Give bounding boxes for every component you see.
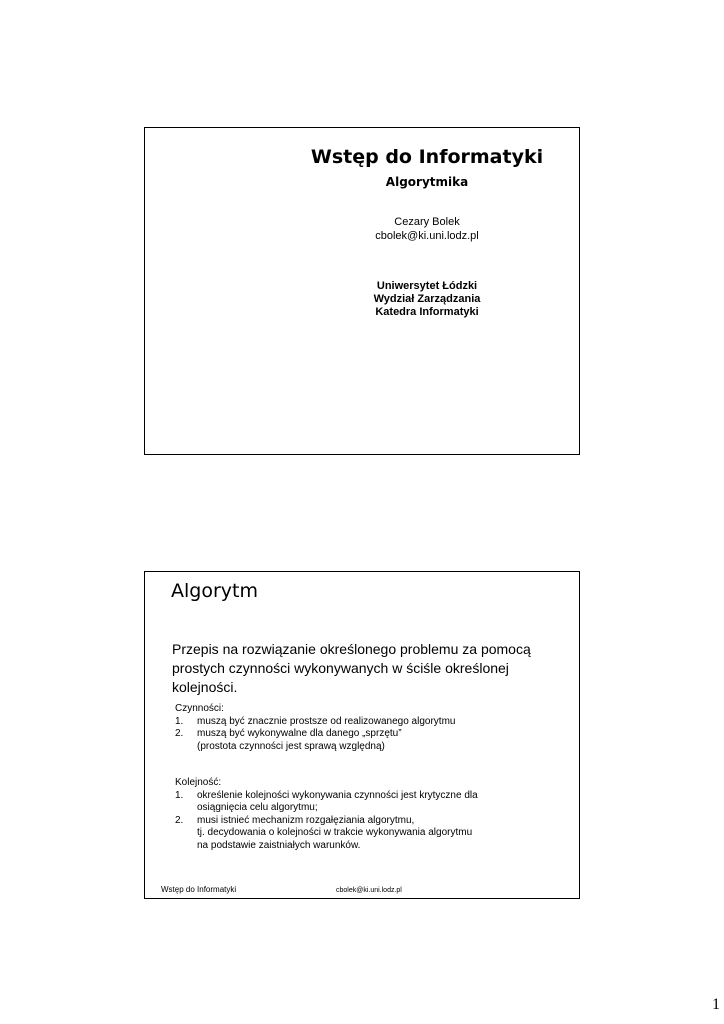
title-slide <box>144 127 580 455</box>
czynnosci-block <box>175 703 575 753</box>
institution-university: Uniwersytet Łódzki <box>376 280 478 292</box>
page-number: 1 <box>712 996 720 1013</box>
slide-subtitle: Algorytmika <box>385 175 469 189</box>
slide-title: Wstęp do Informatyki <box>310 146 544 168</box>
list-item-line: muszą być wykonywalne dla danego „sprzętu” <box>197 728 402 739</box>
institution-block <box>145 280 579 319</box>
block-heading: Kolejność: <box>175 777 222 788</box>
author-email: cbolek@ki.uni.lodz.pl <box>375 230 479 242</box>
institution-department: Katedra Informatyki <box>375 306 479 318</box>
list-item-line: na podstawie zaistniałych warunków. <box>197 839 361 851</box>
footer-course: Wstęp do Informatyki <box>161 885 237 894</box>
list-number: 2. <box>175 728 184 739</box>
kolejnosc-list <box>175 790 575 853</box>
list-item-line: określenie kolejności wykonywania czynności jest krytyczne dla <box>197 789 478 801</box>
author-name: Cezary Bolek <box>394 216 460 228</box>
institution-faculty: Wydział Zarządzania <box>373 293 481 305</box>
author-block <box>145 215 579 243</box>
list-number: 2. <box>175 814 184 826</box>
list-item-line: (prostota czynności jest sprawą względną) <box>197 740 385 752</box>
czynnosci-list <box>175 716 575 754</box>
list-number: 1. <box>175 715 184 727</box>
list-item <box>175 815 575 853</box>
list-item-line: muszą być znacznie prostsze od realizowanego algorytmu <box>197 715 456 727</box>
list-item-line: osiągnięcia celu algorytmu; <box>197 802 318 813</box>
list-item <box>175 728 575 753</box>
footer-email: cbolek@ki.uni.lodz.pl <box>336 887 402 894</box>
list-item <box>175 716 575 729</box>
slide-title: Algorytm <box>171 580 258 602</box>
definition-text: Przepis na rozwiązanie określonego problemu za pomocą prostych czynności wykonywanych w ściśle określonej kolejności. <box>172 641 531 695</box>
list-number: 1. <box>175 789 184 801</box>
block-heading: Czynności: <box>175 703 224 714</box>
list-item <box>175 790 575 815</box>
content-slide <box>144 571 580 899</box>
kolejnosc-block <box>175 777 575 852</box>
list-item-line: musi istnieć mechanizm rozgałęziania algorytmu, <box>197 814 415 826</box>
list-item-line: tj. decydowania o kolejności w trakcie wykonywania algorytmu <box>197 827 473 838</box>
